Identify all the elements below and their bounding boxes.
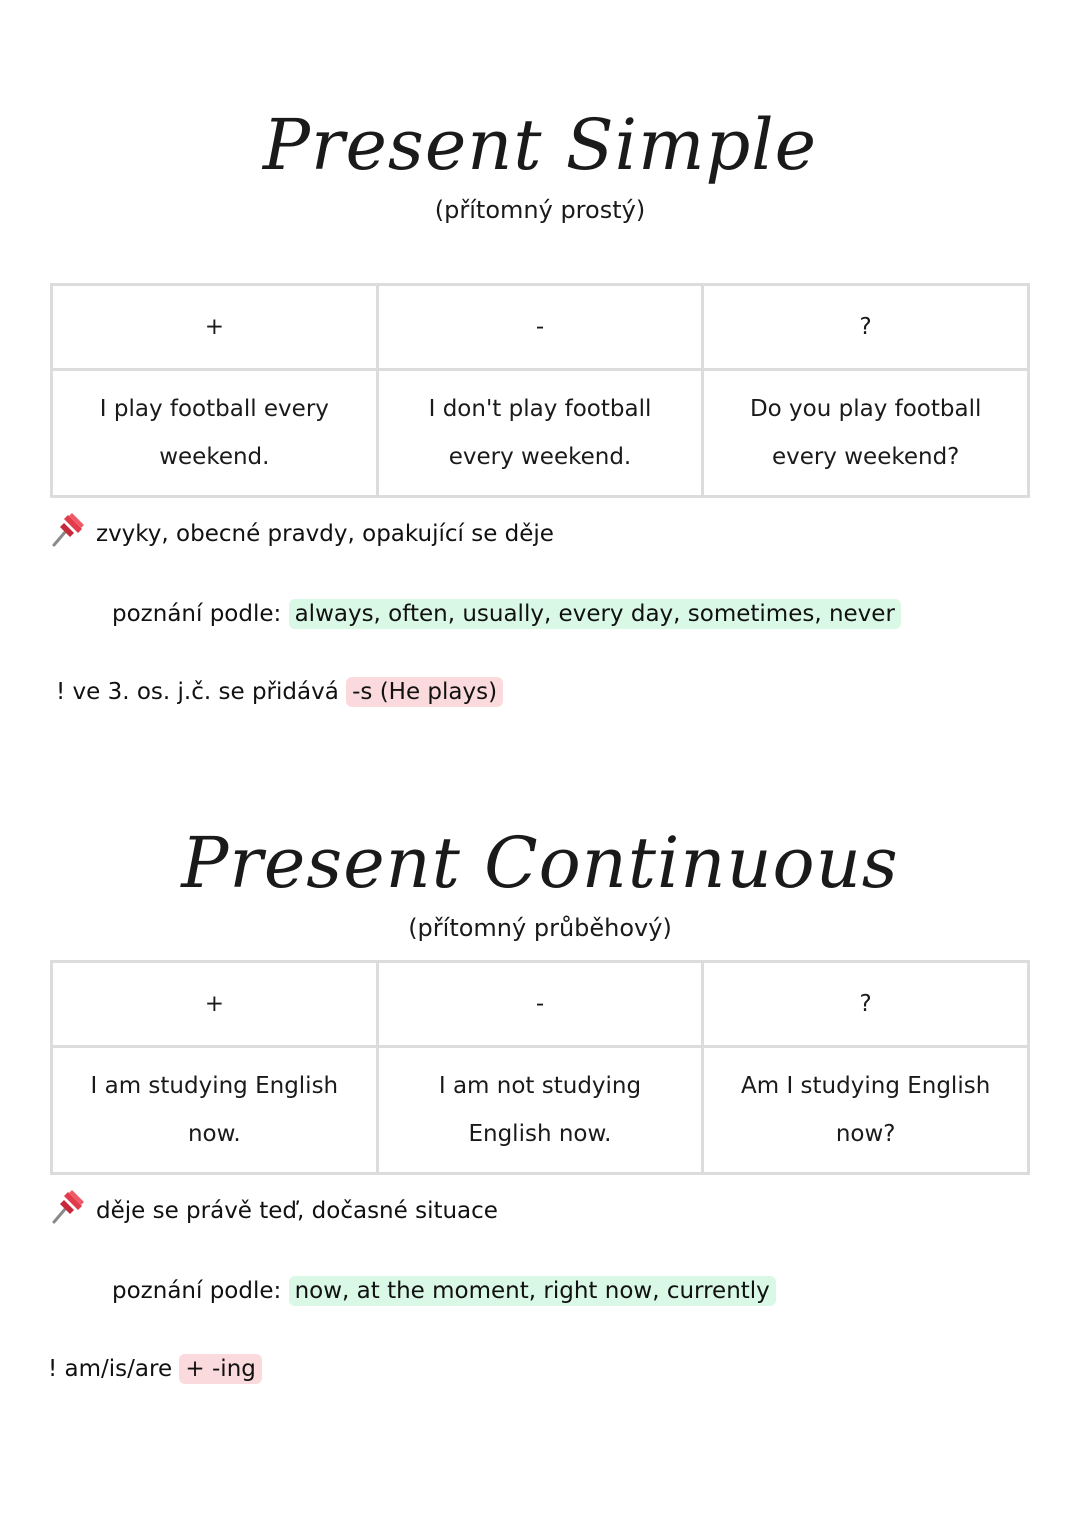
example-question: Do you play football every weekend?: [703, 370, 1029, 497]
section2-subtitle: (přítomný průběhový): [408, 914, 672, 942]
table-row: [52, 370, 1029, 497]
section1-subtitle: (přítomný prostý): [434, 196, 646, 224]
table-header-row: [52, 285, 1029, 370]
markers-highlight: always, often, usually, every day, sometimes, never: [289, 599, 901, 629]
markers-label: poznání podle:: [112, 601, 282, 627]
markers-label: poznání podle:: [112, 1278, 282, 1304]
table-row: [52, 1047, 1029, 1174]
section2-table: [50, 960, 1030, 1175]
header-question: ?: [703, 962, 1029, 1047]
header-negative: -: [377, 962, 703, 1047]
pushpin-icon: [50, 515, 88, 555]
header-question: ?: [703, 285, 1029, 370]
section1-title: Present Simple: [262, 104, 818, 186]
usage-text: děje se právě teď, dočasné situace: [96, 1198, 498, 1224]
rule-highlight: -s (He plays): [346, 677, 503, 707]
header-negative: -: [377, 285, 703, 370]
example-positive: I play football every weekend.: [52, 370, 378, 497]
section2-rule: [48, 1349, 262, 1389]
section2-usage: [50, 1191, 498, 1232]
example-positive: I am studying English now.: [52, 1047, 378, 1174]
example-question: Am I studying English now?: [703, 1047, 1029, 1174]
rule-text: ! ve 3. os. j.č. se přidává: [56, 679, 339, 705]
markers-highlight: now, at the moment, right now, currently: [289, 1276, 776, 1306]
section1-rule: [56, 672, 503, 712]
rule-highlight: + -ing: [179, 1354, 261, 1384]
usage-text: zvyky, obecné pravdy, opakující se děje: [96, 521, 554, 547]
rule-text: ! am/is/are: [48, 1356, 173, 1382]
header-positive: +: [52, 962, 378, 1047]
header-positive: +: [52, 285, 378, 370]
section1-table: [50, 283, 1030, 498]
pushpin-icon: [50, 1192, 88, 1232]
table-header-row: [52, 962, 1029, 1047]
section2-markers: [112, 1271, 776, 1311]
section1-markers: [112, 594, 901, 634]
section1-usage: [50, 514, 554, 555]
section2-title: Present Continuous: [181, 822, 899, 904]
example-negative: I don't play football every weekend.: [377, 370, 703, 497]
example-negative: I am not studying English now.: [377, 1047, 703, 1174]
